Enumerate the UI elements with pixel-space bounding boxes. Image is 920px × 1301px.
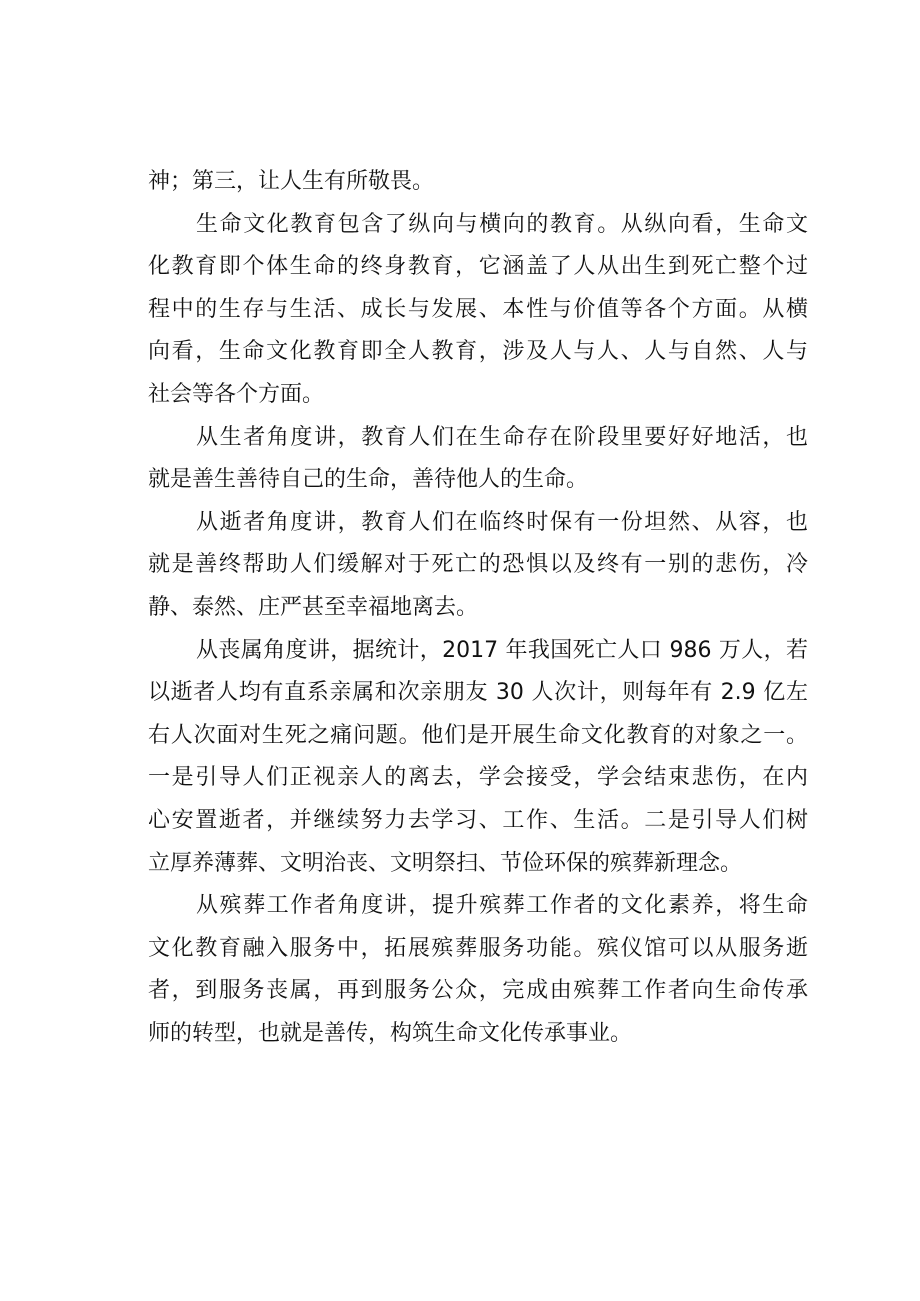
text-line: 从丧属角度讲，据统计，2017 年我国死亡人口 986 万人，若 <box>196 637 808 663</box>
document-body <box>148 161 808 1055</box>
text-line: 从生者角度讲，教育人们在生命存在阶段里要好好地活，也 <box>196 424 808 450</box>
text-line: 以逝者人均有直系亲属和次亲朋友 30 人次计，则每年有 2.9 亿左 <box>148 680 808 706</box>
paragraph-deceased-perspective <box>148 502 808 630</box>
paragraph-living-perspective <box>148 417 808 502</box>
paragraph-bereaved-perspective <box>148 630 808 886</box>
text-line: 就是善生善待自己的生命，善待他人的生命。 <box>148 467 589 493</box>
text-line: 化教育即个体生命的终身教育，它涵盖了人从出生到死亡整个过 <box>148 254 808 280</box>
text-line: 静、泰然、庄严甚至幸福地离去。 <box>148 594 479 620</box>
text-line: 者，到服务丧属，再到服务公众，完成由殡葬工作者向生命传承 <box>148 978 808 1004</box>
text-line: 一是引导人们正视亲人的离去，学会接受，学会结束悲伤，在内 <box>148 765 808 791</box>
text-line: 立厚养薄葬、文明治丧、文明祭扫、节俭环保的殡葬新理念。 <box>148 850 743 876</box>
text-line: 从殡葬工作者角度讲，提升殡葬工作者的文化素养，将生命 <box>196 893 808 919</box>
paragraph-continued <box>148 161 808 204</box>
text-line: 心安置逝者，并继续努力去学习、工作、生活。二是引导人们树 <box>148 807 808 833</box>
text-line: 生命文化教育包含了纵向与横向的教育。从纵向看，生命文 <box>196 211 808 237</box>
paragraph-funeral-worker-perspective <box>148 885 808 1055</box>
text-line: 文化教育融入服务中，拓展殡葬服务功能。殡仪馆可以从服务逝 <box>148 935 808 961</box>
text-line: 右人次面对生死之痛问题。他们是开展生命文化教育的对象之一。 <box>148 722 808 748</box>
text-line: 师的转型，也就是善传，构筑生命文化传承事业。 <box>148 1020 633 1046</box>
text-line: 社会等各个方面。 <box>148 381 325 407</box>
text-line: 程中的生存与生活、成长与发展、本性与价值等各个方面。从横 <box>148 296 808 322</box>
text-line: 向看，生命文化教育即全人教育，涉及人与人、人与自然、人与 <box>148 339 808 365</box>
paragraph-life-culture-education <box>148 204 808 417</box>
text-line: 从逝者角度讲，教育人们在临终时保有一份坦然、从容，也 <box>196 509 808 535</box>
text-line: 就是善终帮助人们缓解对于死亡的恐惧以及终有一别的悲伤，冷 <box>148 552 808 578</box>
text-line: 神；第三，让人生有所敬畏。 <box>148 169 435 194</box>
